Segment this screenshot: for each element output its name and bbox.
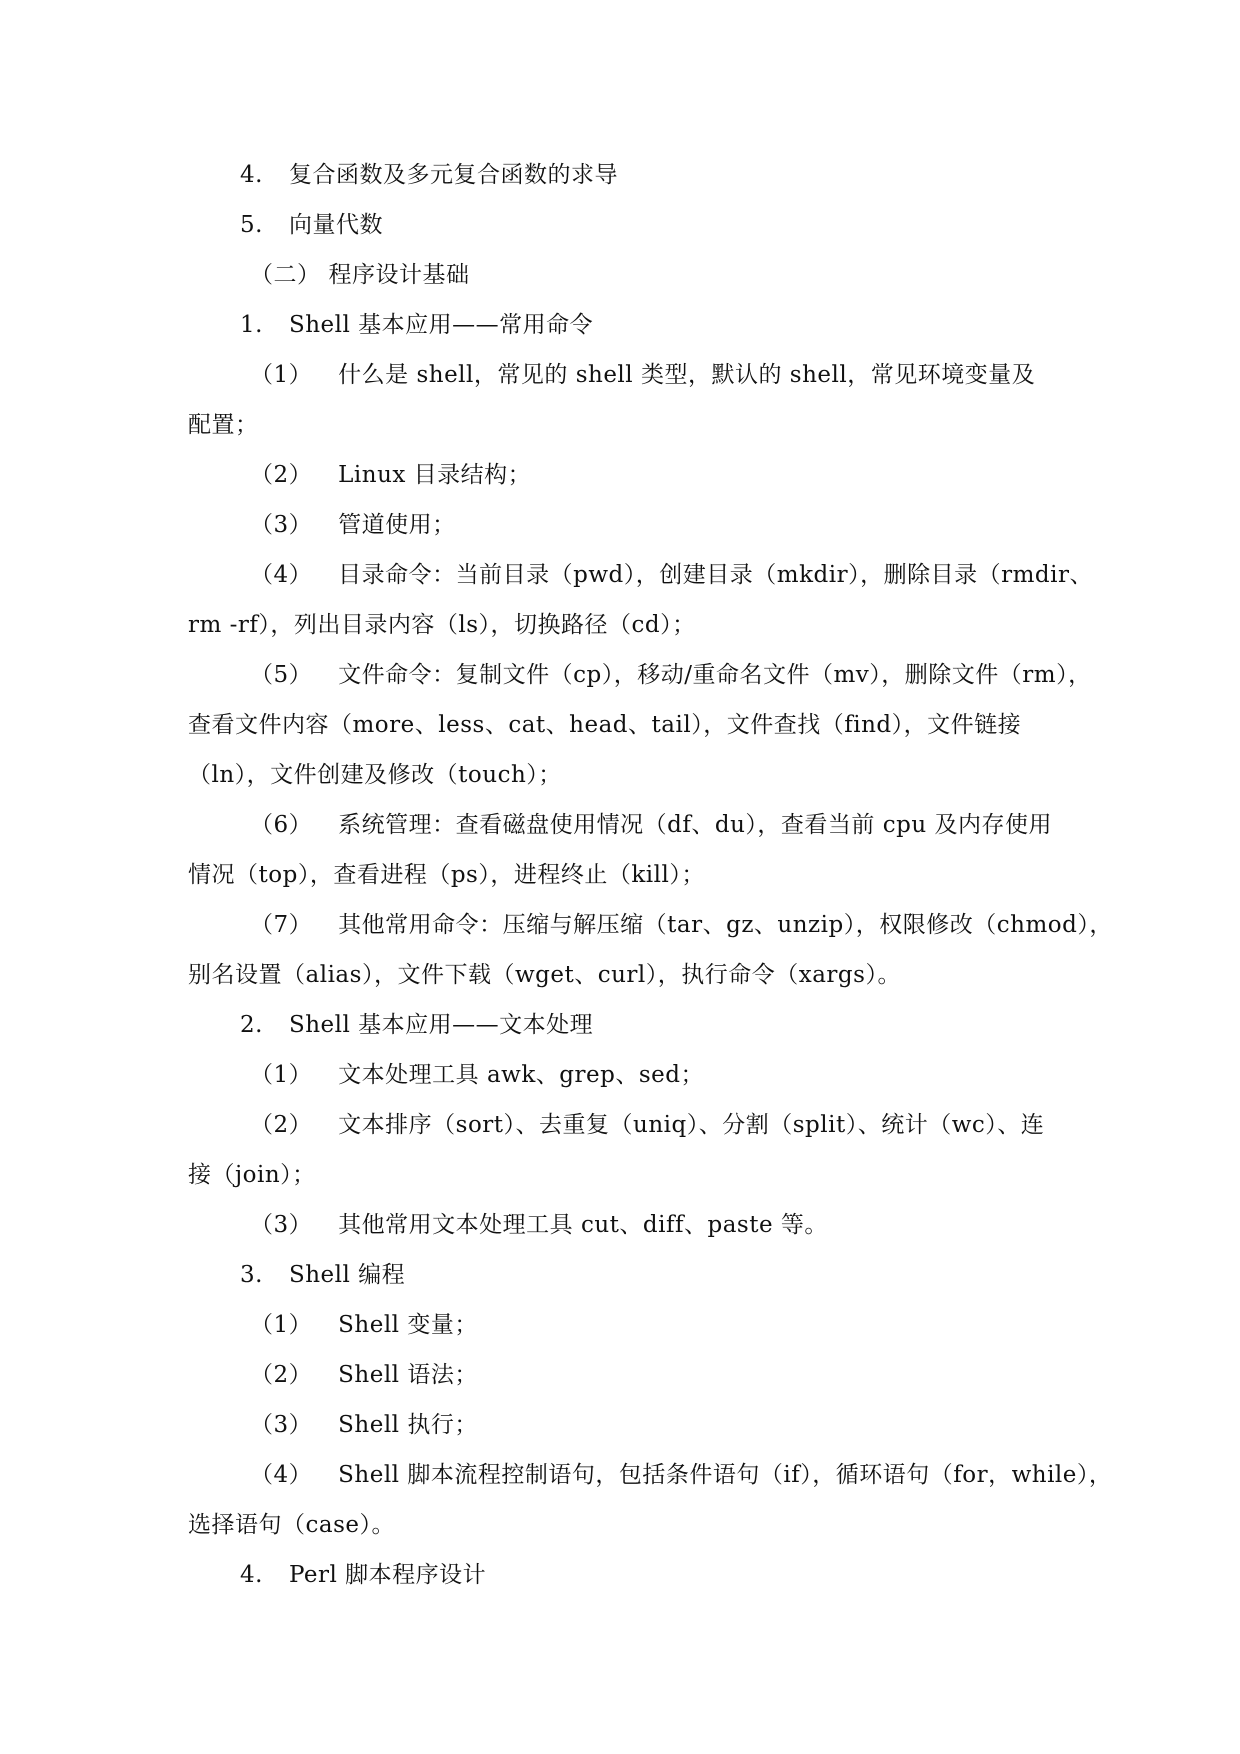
item-number: 4. <box>240 162 263 188</box>
item-number: （7） <box>250 912 313 938</box>
item-number: （3） <box>250 1212 313 1238</box>
item-text: 文本排序（sort）、去重复（uniq）、分割（split）、统计（wc）、连 <box>338 1112 1045 1138</box>
item-text: 什么是 shell，常见的 shell 类型，默认的 shell，常见环境变量及 <box>338 362 1036 388</box>
item-number: （2） <box>250 462 313 488</box>
section-number: （二） <box>250 262 321 288</box>
sub-item <box>250 510 456 540</box>
item-number: （3） <box>250 512 313 538</box>
sub-item <box>250 1460 1112 1490</box>
item-text: 其他常用命令：压缩与解压缩（tar、gz、unzip），权限修改（chmod）， <box>338 912 1113 938</box>
item-text: 别名设置（alias），文件下载（wget、curl），执行命令（xargs）。 <box>188 962 901 988</box>
continuation-line <box>188 1160 316 1190</box>
sub-item <box>250 810 1052 840</box>
section-heading <box>250 260 470 290</box>
item-text: 文件命令：复制文件（cp），移动/重命名文件（mv），删除文件（rm）， <box>338 662 1092 688</box>
item-text: 选择语句（case）。 <box>188 1512 396 1538</box>
item-text: Shell 编程 <box>288 1262 406 1288</box>
sub-item <box>250 1360 478 1390</box>
item-number: （6） <box>250 812 313 838</box>
item-number: （5） <box>250 662 313 688</box>
list-item-4 <box>240 160 618 190</box>
item-text: 其他常用文本处理工具 cut、diff、paste 等。 <box>338 1212 828 1238</box>
list-item-2 <box>240 1010 593 1040</box>
list-item-1 <box>240 310 593 340</box>
sub-item <box>250 1310 478 1340</box>
continuation-line <box>188 760 562 790</box>
list-item-4 <box>240 1560 486 1590</box>
sub-item <box>250 1110 1044 1140</box>
sub-item <box>250 460 531 490</box>
list-item-3 <box>240 1260 405 1290</box>
item-text: 配置； <box>188 412 259 438</box>
item-text: Shell 语法； <box>338 1362 478 1388</box>
sub-item <box>250 1060 704 1090</box>
item-text: （ln），文件创建及修改（touch）； <box>188 762 562 788</box>
item-text: 目录命令：当前目录（pwd），创建目录（mkdir），删除目录（rmdir、 <box>338 562 1093 588</box>
item-number: （4） <box>250 562 313 588</box>
item-number: 4. <box>240 1562 263 1588</box>
item-text: 接（join）； <box>188 1162 316 1188</box>
item-text: 系统管理：查看磁盘使用情况（df、du），查看当前 cpu 及内存使用 <box>338 812 1052 838</box>
item-text: 复合函数及多元复合函数的求导 <box>288 162 618 188</box>
item-text: 文本处理工具 awk、grep、sed； <box>338 1062 704 1088</box>
item-text: Shell 脚本流程控制语句，包括条件语句（if），循环语句（for，while）， <box>338 1462 1113 1488</box>
item-text: 管道使用； <box>338 512 456 538</box>
item-text: 向量代数 <box>288 212 383 238</box>
continuation-line <box>188 410 259 440</box>
sub-item <box>250 560 1093 590</box>
continuation-line <box>188 860 705 890</box>
continuation-line <box>188 960 901 990</box>
item-number: （1） <box>250 1062 313 1088</box>
item-number: 3. <box>240 1262 263 1288</box>
sub-item <box>250 1410 478 1440</box>
sub-item <box>250 660 1092 690</box>
sub-item <box>250 360 1035 390</box>
continuation-line <box>188 1510 395 1540</box>
item-number: （2） <box>250 1112 313 1138</box>
item-text: Perl 脚本程序设计 <box>288 1562 487 1588</box>
sub-item <box>250 910 1113 940</box>
item-text: 查看文件内容（more、less、cat、head、tail），文件查找（find），文件链接 <box>188 712 1022 738</box>
item-number: 1. <box>240 312 263 338</box>
continuation-line <box>188 710 1021 740</box>
section-title: 程序设计基础 <box>328 262 470 288</box>
item-text: Linux 目录结构； <box>338 462 532 488</box>
item-number: （3） <box>250 1412 313 1438</box>
continuation-line <box>188 610 696 640</box>
item-text: Shell 变量； <box>338 1312 478 1338</box>
item-text: Shell 基本应用——文本处理 <box>288 1012 594 1038</box>
item-number: 5. <box>240 212 263 238</box>
item-number: （1） <box>250 1312 313 1338</box>
item-number: （2） <box>250 1362 313 1388</box>
list-item-5 <box>240 210 383 240</box>
item-text: Shell 基本应用——常用命令 <box>288 312 594 338</box>
item-number: （1） <box>250 362 313 388</box>
item-number: （4） <box>250 1462 313 1488</box>
item-number: 2. <box>240 1012 263 1038</box>
sub-item <box>250 1210 828 1240</box>
item-text: 情况（top），查看进程（ps），进程终止（kill）； <box>188 862 705 888</box>
item-text: Shell 执行； <box>338 1412 478 1438</box>
item-text: rm -rf），列出目录内容（ls），切换路径（cd）； <box>188 612 696 638</box>
